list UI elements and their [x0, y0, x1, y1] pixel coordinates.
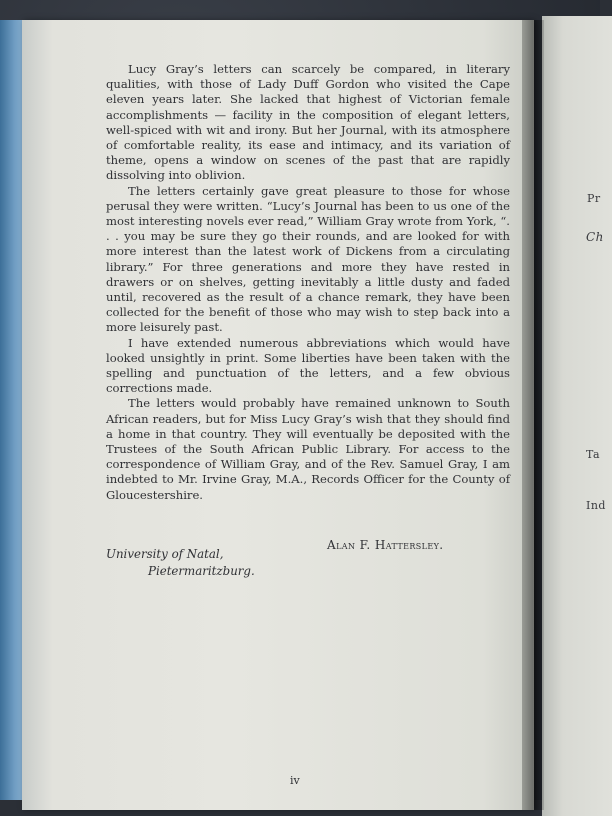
page-number: iv — [290, 774, 300, 787]
signature-place-line: University of Natal, — [106, 547, 224, 561]
paragraph: The letters would probably have remained unknown to South African readers, but for Miss Lucy Gray’s wish that they should find a home in that country. They will eventually be deposited with the Trustees of the South African Public Library. For access to the correspondence of William Gray, and of the Rev. Samuel Gray, I am indebted to Mr. Irvine Gray, M.A., Records Officer for the County of Gloucestershire. — [106, 396, 510, 502]
paragraph: I have extended numerous abbreviations which would have looked unsightly in print. Some liberties have been taken with the spelling and punctuation of the letters, and a few obvious corrections made. — [106, 335, 510, 396]
paragraph: The letters certainly gave great pleasure to those for whose perusal they were written. “Lucy’s Journal has been to us one of the most interesting novels ever read,” William Gray wrote from York, “. . . you may be sure they go their rounds, and are looked for with more interest than the latest work of Dickens from a circulating library.” For three generations and more they have rested in drawers or on shelves, getting inevitably a little dusty and faded until, recovered as the result of a chance remark, they have been collected for the benefit of those who may wish to step back into a more leisurely past. — [106, 183, 510, 335]
signature-place — [106, 546, 306, 580]
paragraph: Lucy Gray’s letters can scarcely be compared, in literary qualities, with those of Lady Duff Gordon who visited the Cape eleven years later. She lacked that highest of Victorian female accomplishments — facility in the composition of elegant letters, well-spiced with wit and irony. But her Journal, with its atmosphere of comfortable reality, its ease and intimacy, and its variation of theme, opens a window on scenes of the past that are rapidly dissolving into oblivion. — [106, 62, 510, 183]
signature-place-line: Pietermaritzburg. — [148, 564, 255, 578]
facing-page-entry: Ta — [586, 448, 601, 461]
facing-page-entry: Ch — [586, 230, 604, 244]
page-gutter — [522, 20, 544, 810]
facing-page-entry: Ind — [586, 499, 606, 512]
facing-page — [542, 16, 612, 816]
facing-page-entry: Pr — [587, 192, 601, 205]
preface-text — [106, 62, 510, 503]
signature-name: Alan F. Hattersley. — [327, 538, 444, 552]
